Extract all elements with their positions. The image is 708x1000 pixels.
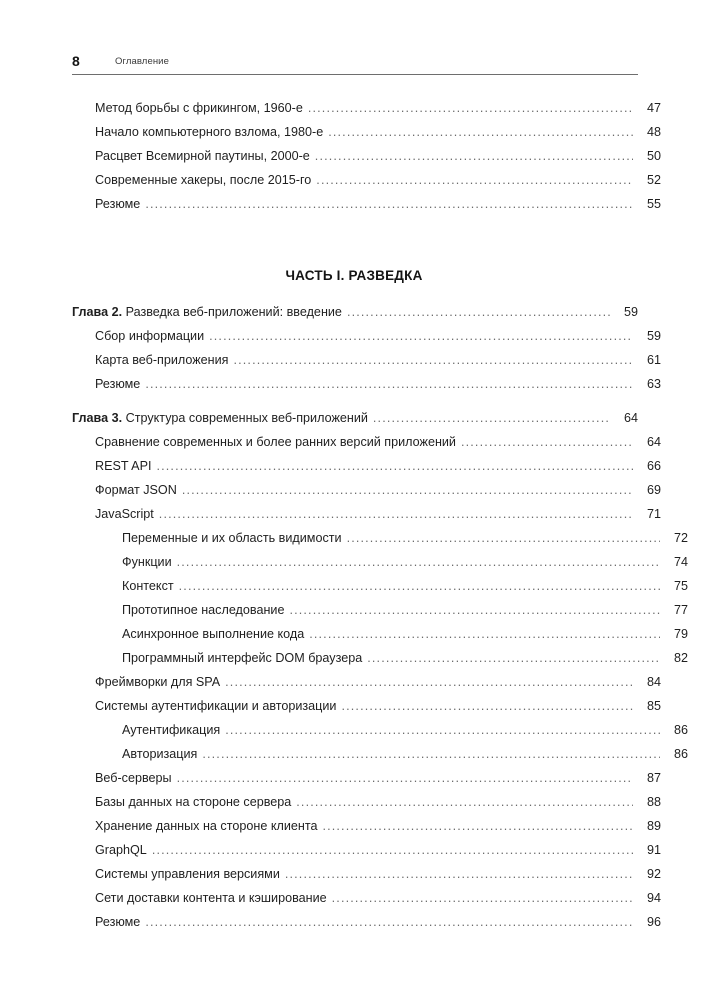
- toc-entry-page-number: 74: [673, 555, 688, 569]
- toc-entry-row[interactable]: [72, 458, 661, 482]
- toc-entry-page-number: 84: [646, 675, 661, 689]
- toc-entry-row[interactable]: [72, 482, 661, 506]
- dot-leader: [347, 530, 660, 542]
- toc-entry-row[interactable]: [72, 746, 688, 770]
- toc-entry-label: Асинхронное выполнение кода: [122, 627, 305, 641]
- toc-entry-row[interactable]: [72, 196, 661, 220]
- dot-leader: [202, 746, 660, 758]
- dot-leader: [177, 554, 660, 566]
- dot-leader: [209, 328, 633, 340]
- toc-entry-page-number: 59: [623, 305, 638, 319]
- toc-entry-page-number: 48: [646, 125, 661, 139]
- dot-leader: [289, 602, 660, 614]
- dot-leader: [328, 124, 633, 136]
- toc-entry-row[interactable]: [72, 148, 661, 172]
- toc-entry-page-number: 88: [646, 795, 661, 809]
- dot-leader: [225, 674, 633, 686]
- dot-leader: [145, 914, 633, 926]
- dot-leader: [179, 578, 660, 590]
- toc-entry-row[interactable]: [72, 890, 661, 914]
- toc-entry-row[interactable]: [72, 530, 688, 554]
- toc-entry-label: JavaScript: [95, 507, 154, 521]
- toc-entry-label: Системы управления версиями: [95, 867, 280, 881]
- dot-leader: [316, 172, 633, 184]
- toc-entry-label: Программный интерфейс DOM браузера: [122, 651, 363, 665]
- running-head: [72, 52, 638, 76]
- toc-entry-page-number: 59: [646, 329, 661, 343]
- toc-entry-row[interactable]: [72, 124, 661, 148]
- toc-entry-label: Современные хакеры, после 2015-го: [95, 173, 312, 187]
- dot-leader: [373, 410, 610, 422]
- toc-entry-page-number: 94: [646, 891, 661, 905]
- toc-entry-page-number: 55: [646, 197, 661, 211]
- dot-leader: [145, 376, 633, 388]
- toc-entry-page-number: 96: [646, 915, 661, 929]
- toc-entry-row[interactable]: [72, 914, 661, 938]
- toc-entry-label: Сравнение современных и более ранних версий приложений: [95, 435, 456, 449]
- toc-entry-page-number: 63: [646, 377, 661, 391]
- toc-block-chapter1-continued: [72, 100, 661, 220]
- toc-entry-label: Резюме: [95, 915, 141, 929]
- toc-entry-page-number: 92: [646, 867, 661, 881]
- toc-entry-row[interactable]: [72, 172, 661, 196]
- toc-entry-row[interactable]: [72, 376, 661, 400]
- dot-leader: [308, 100, 633, 112]
- running-head-title: Оглавление: [115, 56, 169, 67]
- toc-entry-page-number: 61: [646, 353, 661, 367]
- toc-entry-label: Аутентификация: [122, 723, 221, 737]
- dot-leader: [159, 506, 633, 518]
- toc-entry-label: Сети доставки контента и кэширование: [95, 891, 327, 905]
- toc-entry-label: Начало компьютерного взлома, 1980-е: [95, 125, 324, 139]
- toc-entry-label: Карта веб-приложения: [95, 353, 229, 367]
- dot-leader: [177, 770, 633, 782]
- toc-entry-row[interactable]: [72, 328, 661, 352]
- toc-entry-label: Метод борьбы с фрикингом, 1960-е: [95, 101, 303, 115]
- dot-leader: [285, 866, 633, 878]
- toc-entry-label: Сбор информации: [95, 329, 205, 343]
- toc-entry-page-number: 52: [646, 173, 661, 187]
- toc-entry-row[interactable]: [72, 842, 661, 866]
- toc-entry-label: Расцвет Всемирной паутины, 2000-е: [95, 149, 310, 163]
- toc-entry-label: Функции: [122, 555, 172, 569]
- toc-entry-page-number: 77: [673, 603, 688, 617]
- toc-entry-row[interactable]: [72, 602, 688, 626]
- toc-chapter-row[interactable]: [72, 410, 638, 434]
- toc-entry-label: Резюме: [95, 197, 141, 211]
- dot-leader: [233, 352, 633, 364]
- toc-entry-row[interactable]: [72, 818, 661, 842]
- toc-entry-page-number: 86: [673, 747, 688, 761]
- dot-leader: [145, 196, 633, 208]
- toc-entry-label: REST API: [95, 459, 152, 473]
- toc-entry-page-number: 71: [646, 507, 661, 521]
- dot-leader: [322, 818, 633, 830]
- toc-entry-page-number: 50: [646, 149, 661, 163]
- toc-entry-page-number: 89: [646, 819, 661, 833]
- toc-entry-row[interactable]: [72, 674, 661, 698]
- toc-entry-row[interactable]: [72, 352, 661, 376]
- dot-leader: [341, 698, 633, 710]
- toc-entry-row[interactable]: [72, 554, 688, 578]
- toc-entry-page-number: 72: [673, 531, 688, 545]
- toc-entry-label: Прототипное наследование: [122, 603, 285, 617]
- dot-leader: [315, 148, 633, 160]
- toc-entry-label: Базы данных на стороне сервера: [95, 795, 292, 809]
- toc-entry-label: Формат JSON: [95, 483, 177, 497]
- toc-entry-page-number: 86: [673, 723, 688, 737]
- dot-leader: [182, 482, 633, 494]
- toc-entry-label: Авторизация: [122, 747, 198, 761]
- dot-leader: [461, 434, 633, 446]
- toc-entry-label: Глава 2. Разведка веб-приложений: введение: [72, 305, 342, 319]
- dot-leader: [225, 722, 660, 734]
- toc-entry-row[interactable]: [72, 722, 688, 746]
- toc-entry-label: Переменные и их область видимости: [122, 531, 342, 545]
- dot-leader: [296, 794, 633, 806]
- toc-entry-page-number: 66: [646, 459, 661, 473]
- toc-entry-page-number: 64: [646, 435, 661, 449]
- header-rule: [72, 74, 638, 75]
- toc-entry-label: Контекст: [122, 579, 174, 593]
- toc-entry-row[interactable]: [72, 770, 661, 794]
- dot-leader: [309, 626, 660, 638]
- page-number: 8: [72, 53, 80, 69]
- part-title: ЧАСТЬ I. РАЗВЕДКА: [285, 268, 423, 283]
- toc-entry-page-number: 64: [623, 411, 638, 425]
- toc-entry-page-number: 79: [673, 627, 688, 641]
- toc-entry-row[interactable]: [72, 434, 661, 458]
- toc-entry-row[interactable]: [72, 698, 661, 722]
- toc-entry-label: Глава 3. Структура современных веб-приложений: [72, 411, 368, 425]
- toc-block-part1: [72, 304, 688, 938]
- toc-chapter-number: Глава 2.: [72, 305, 123, 319]
- toc-entry-label: GraphQL: [95, 843, 147, 857]
- dot-leader: [367, 650, 660, 662]
- toc-entry-label: Системы аутентификации и авторизации: [95, 699, 337, 713]
- dot-leader: [347, 304, 610, 316]
- toc-entry-page-number: 69: [646, 483, 661, 497]
- toc-chapter-number: Глава 3.: [72, 411, 123, 425]
- toc-entry-page-number: 75: [673, 579, 688, 593]
- toc-entry-label: Хранение данных на стороне клиента: [95, 819, 318, 833]
- toc-entry-page-number: 85: [646, 699, 661, 713]
- dot-leader: [156, 458, 633, 470]
- toc-entry-page-number: 87: [646, 771, 661, 785]
- toc-entry-page-number: 91: [646, 843, 661, 857]
- toc-entry-row[interactable]: [72, 866, 661, 890]
- toc-entry-label: Резюме: [95, 377, 141, 391]
- toc-entry-row[interactable]: [72, 626, 688, 650]
- toc-entry-label: Фреймворки для SPA: [95, 675, 221, 689]
- toc-entry-page-number: 82: [673, 651, 688, 665]
- dot-leader: [152, 842, 633, 854]
- toc-entry-row[interactable]: [72, 650, 688, 674]
- dot-leader: [332, 890, 633, 902]
- toc-entry-row[interactable]: [72, 794, 661, 818]
- toc-entry-row[interactable]: [72, 100, 661, 124]
- toc-entry-row[interactable]: [72, 506, 661, 530]
- toc-entry-label: Веб-серверы: [95, 771, 172, 785]
- toc-entry-row[interactable]: [72, 578, 688, 602]
- toc-entry-page-number: 47: [646, 101, 661, 115]
- toc-chapter-row[interactable]: [72, 304, 638, 328]
